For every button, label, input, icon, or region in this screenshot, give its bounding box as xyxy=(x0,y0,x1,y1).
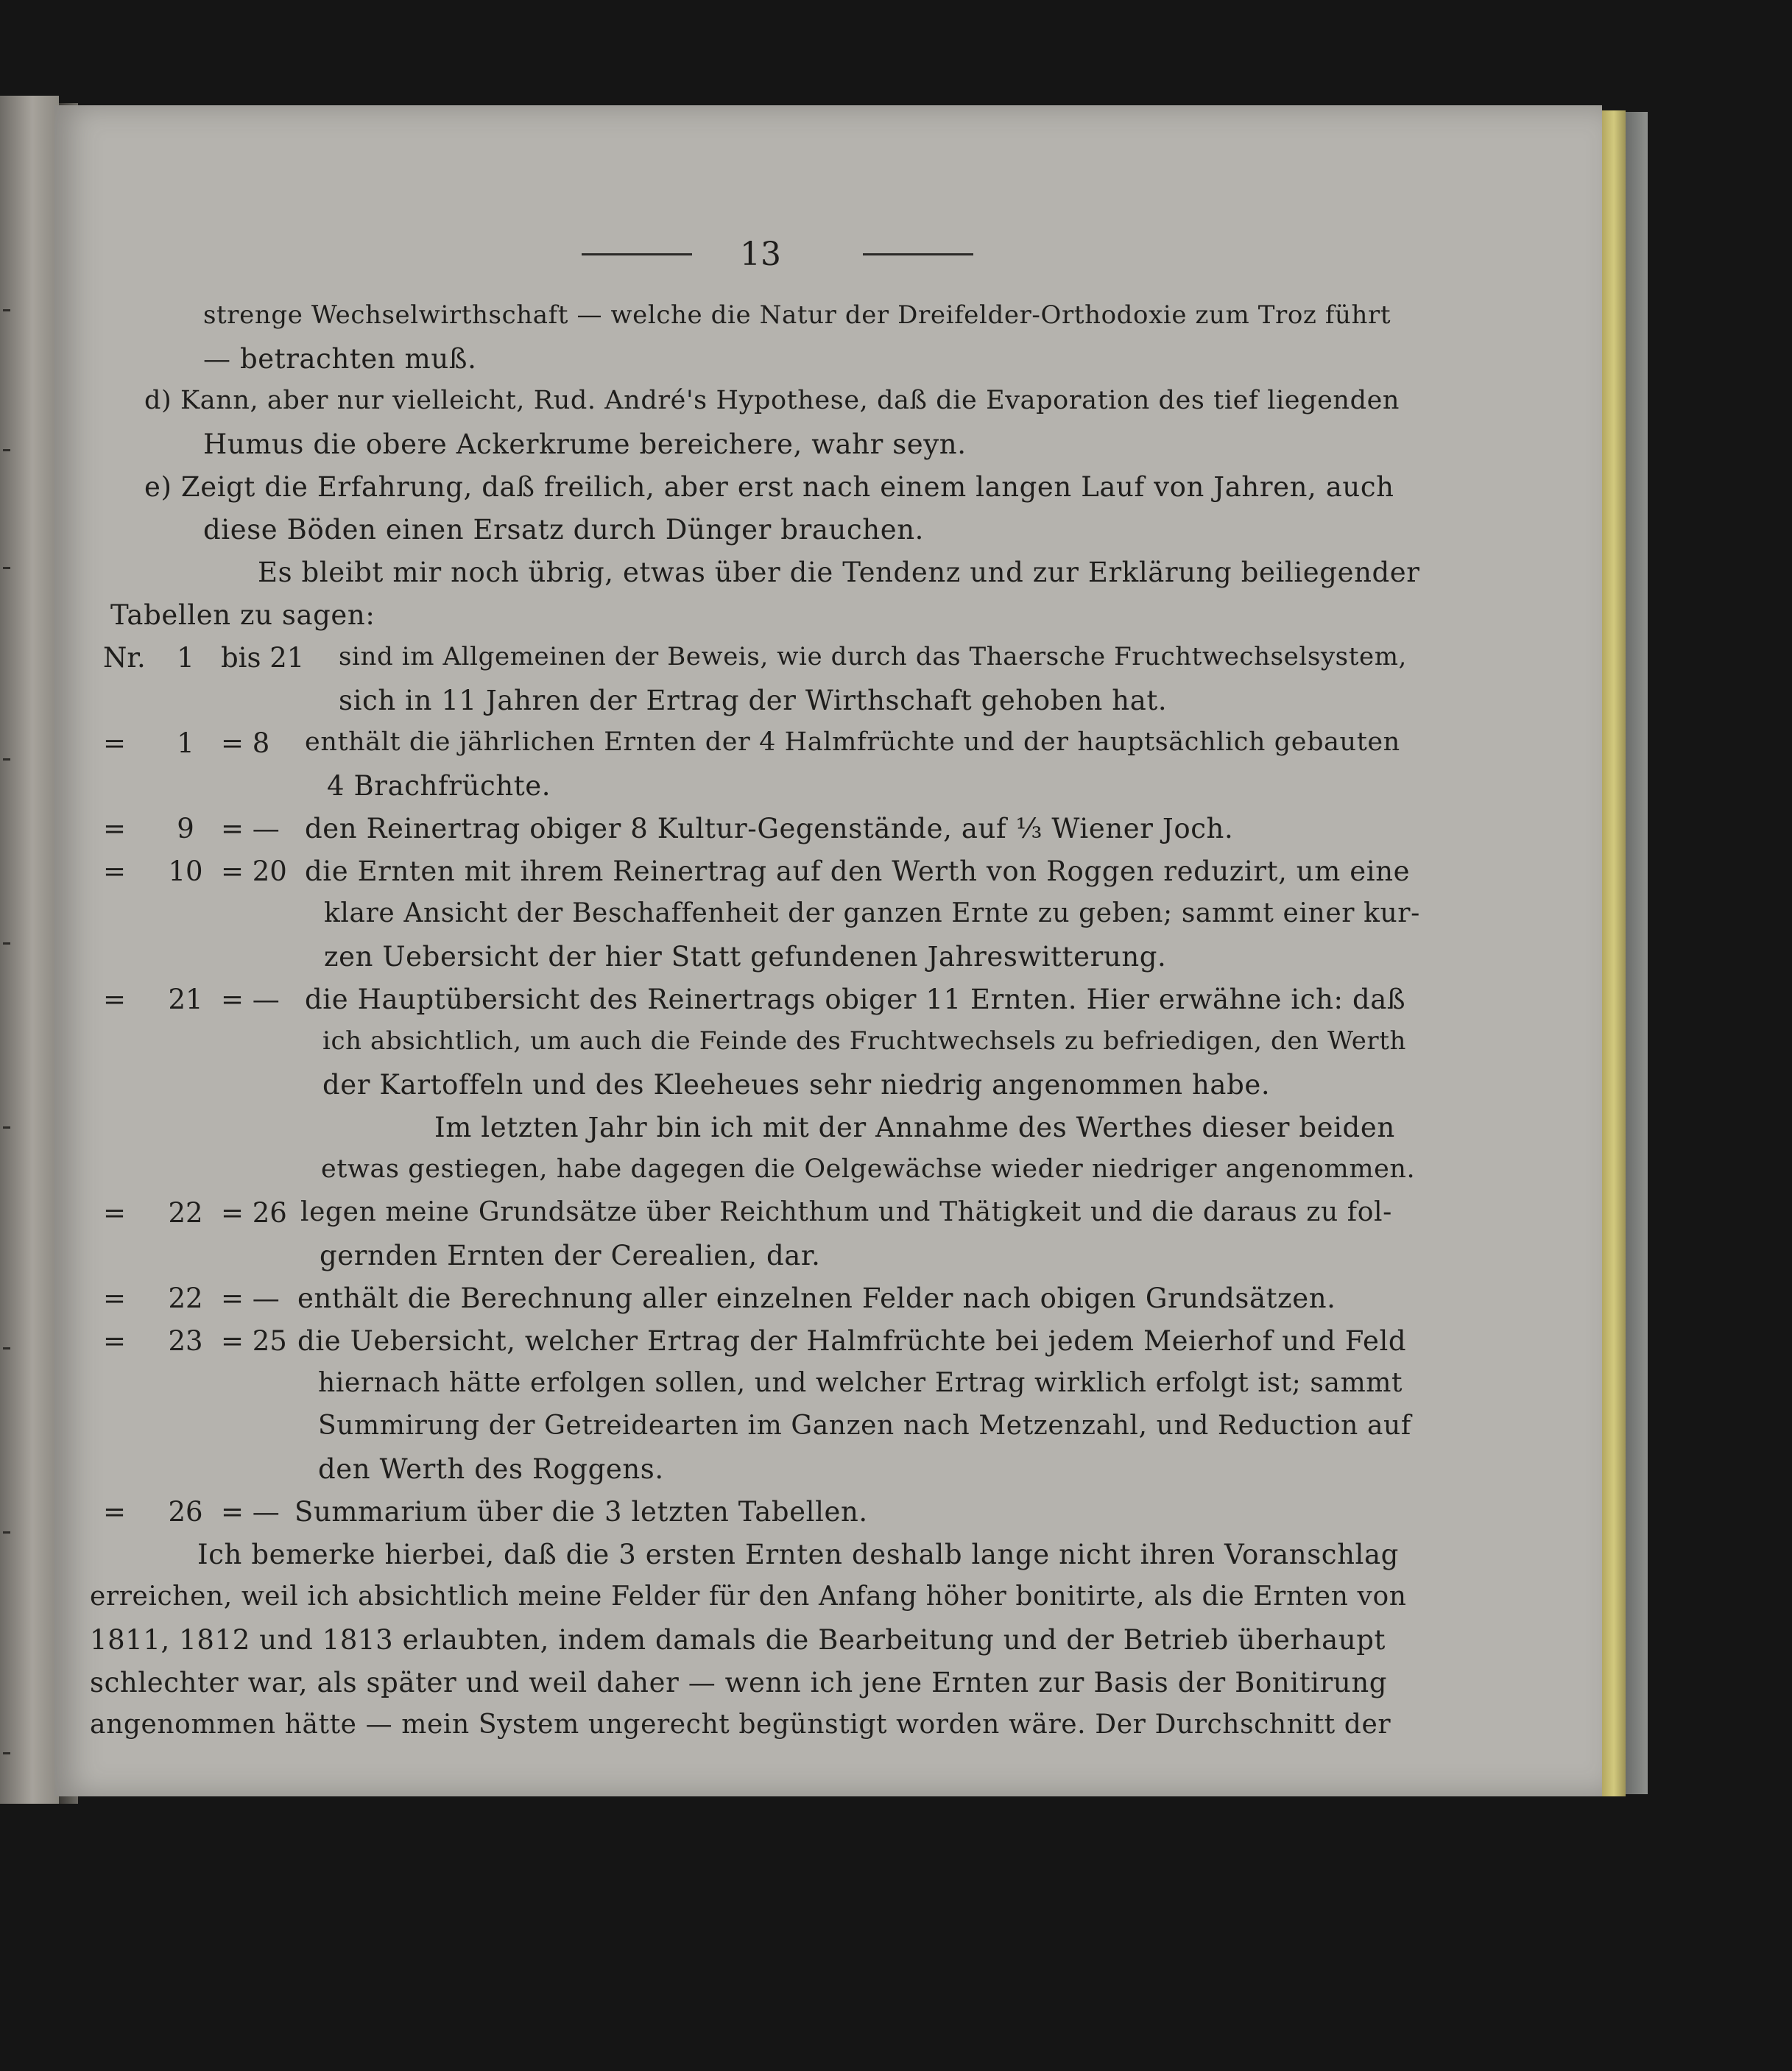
text-line: 1811, 1812 und 1813 erlaubten, indem damals die Bearbeitung und der Betrieb überhaupt xyxy=(90,1624,1386,1656)
reference-range: = — xyxy=(221,1283,280,1314)
reference-range: = — xyxy=(221,1496,280,1528)
text-line: etwas gestiegen, habe dagegen die Oelgewächse wieder niedriger angenommen. xyxy=(321,1154,1416,1184)
left-page-edge xyxy=(0,96,59,1804)
page-header xyxy=(0,236,1792,272)
text-line: — betrachten muß. xyxy=(203,343,477,375)
edge-mark xyxy=(3,449,10,451)
text-line: Im letzten Jahr bin ich mit der Annahme des Werthes dieser beiden xyxy=(434,1112,1395,1143)
reference-prefix: Nr. xyxy=(103,642,146,674)
text-line: erreichen, weil ich absichtlich meine Felder für den Anfang höher bonitirte, als die Ernten von xyxy=(90,1581,1407,1612)
text-line: 4 Brachfrüchte. xyxy=(327,770,551,802)
text-line: angenommen hätte — mein System ungerecht begünstigt worden wäre. Der Durchschnitt der xyxy=(90,1710,1391,1740)
edge-mark xyxy=(3,309,10,311)
reference-prefix: = xyxy=(103,1283,127,1314)
page-number: 13 xyxy=(740,236,781,273)
text-line: e) Zeigt die Erfahrung, daß freilich, aber erst nach einem langen Lauf von Jahren, auch xyxy=(144,471,1394,503)
edge-mark xyxy=(3,1126,10,1129)
text-line: enthält die jährlichen Ernten der 4 Halmfrüchte und der hauptsächlich gebauten xyxy=(305,727,1400,757)
text-line: legen meine Grundsätze über Reichthum und Thätigkeit und die daraus zu fol- xyxy=(300,1197,1392,1227)
table-reference xyxy=(103,642,346,674)
reference-range: = 25 xyxy=(221,1325,287,1357)
reference-prefix: = xyxy=(103,984,127,1015)
text-line: klare Ansicht der Beschaffenheit der ganzen Ernte zu geben; sammt einer kur- xyxy=(324,898,1420,928)
edge-mark xyxy=(3,567,10,569)
edge-mark xyxy=(3,942,10,945)
reference-range: = — xyxy=(221,984,280,1015)
text-line: Es bleibt mir noch übrig, etwas über die Tendenz und zur Erklärung beiliegender xyxy=(258,557,1420,588)
text-line: d) Kann, aber nur vielleicht, Rud. André's Hypothese, daß die Evaporation des tief liegenden xyxy=(144,386,1400,415)
text-line: schlechter war, als später und weil daher — wenn ich jene Ernten zur Basis der Bonitirung xyxy=(90,1667,1388,1698)
text-line: hiernach hätte erfolgen sollen, und welcher Ertrag wirklich erfolgt ist; sammt xyxy=(318,1368,1403,1398)
reference-number: 1 xyxy=(177,642,194,674)
text-line: zen Uebersicht der hier Statt gefundenen Jahreswitterung. xyxy=(324,941,1167,973)
reference-number: 22 xyxy=(168,1197,203,1229)
text-line: Tabellen zu sagen: xyxy=(110,599,375,631)
edge-mark xyxy=(3,1347,10,1349)
book-cover-edge xyxy=(1626,112,1648,1794)
header-rule-right xyxy=(863,253,973,255)
reference-range: = 26 xyxy=(221,1197,287,1229)
text-line: Ich bemerke hierbei, daß die 3 ersten Ernten deshalb lange nicht ihren Voranschlag xyxy=(197,1539,1399,1570)
text-line: Summarium über die 3 letzten Tabellen. xyxy=(294,1496,868,1528)
reference-range: = 20 xyxy=(221,855,287,887)
reference-number: 21 xyxy=(168,984,203,1015)
reference-range: = — xyxy=(221,813,280,844)
reference-prefix: = xyxy=(103,855,127,887)
text-line: ich absichtlich, um auch die Feinde des Fruchtwechsels zu befriedigen, den Werth xyxy=(322,1026,1407,1056)
text-line: sind im Allgemeinen der Beweis, wie durch das Thaersche Fruchtwechselsystem, xyxy=(339,642,1407,671)
text-line: den Werth des Roggens. xyxy=(318,1453,664,1485)
text-line: strenge Wechselwirthschaft — welche die Natur der Dreifelder-Orthodoxie zum Troz führt xyxy=(203,300,1391,330)
text-line: der Kartoffeln und des Kleeheues sehr niedrig angenommen habe. xyxy=(322,1069,1271,1101)
page-fore-edge xyxy=(1602,110,1626,1796)
reference-prefix: = xyxy=(103,1496,127,1528)
reference-number: 10 xyxy=(168,855,203,887)
text-line: sich in 11 Jahren der Ertrag der Wirthschaft gehoben hat. xyxy=(339,685,1168,716)
text-line: den Reinertrag obiger 8 Kultur-Gegenstände, auf ⅓ Wiener Joch. xyxy=(305,813,1234,844)
reference-prefix: = xyxy=(103,727,127,759)
reference-number: 23 xyxy=(168,1325,203,1357)
text-line: enthält die Berechnung aller einzelnen Felder nach obigen Grundsätzen. xyxy=(297,1283,1336,1314)
reference-number: 9 xyxy=(177,813,194,844)
text-line: Humus die obere Ackerkrume bereichere, wahr seyn. xyxy=(203,428,967,460)
edge-mark xyxy=(3,758,10,761)
text-line: Summirung der Getreidearten im Ganzen nach Metzenzahl, und Reduction auf xyxy=(318,1411,1411,1441)
reference-number: 22 xyxy=(168,1283,203,1314)
header-rule-left xyxy=(582,253,692,255)
edge-mark xyxy=(3,1531,10,1534)
reference-prefix: = xyxy=(103,813,127,844)
text-line: die Hauptübersicht des Reinertrags obiger 11 Ernten. Hier erwähne ich: daß xyxy=(305,984,1406,1015)
edge-mark xyxy=(3,1752,10,1754)
text-line: die Ernten mit ihrem Reinertrag auf den Werth von Roggen reduzirt, um eine xyxy=(305,855,1411,887)
reference-number: 1 xyxy=(177,727,194,759)
text-line: die Uebersicht, welcher Ertrag der Halmfrüchte bei jedem Meierhof und Feld xyxy=(297,1325,1407,1357)
reference-range: bis 21 xyxy=(221,642,305,674)
reference-number: 26 xyxy=(168,1496,203,1528)
text-line: diese Böden einen Ersatz durch Dünger brauchen. xyxy=(203,514,924,546)
reference-prefix: = xyxy=(103,1325,127,1357)
reference-range: = 8 xyxy=(221,727,270,759)
reference-prefix: = xyxy=(103,1197,127,1229)
text-line: gernden Ernten der Cerealien, dar. xyxy=(320,1240,821,1271)
